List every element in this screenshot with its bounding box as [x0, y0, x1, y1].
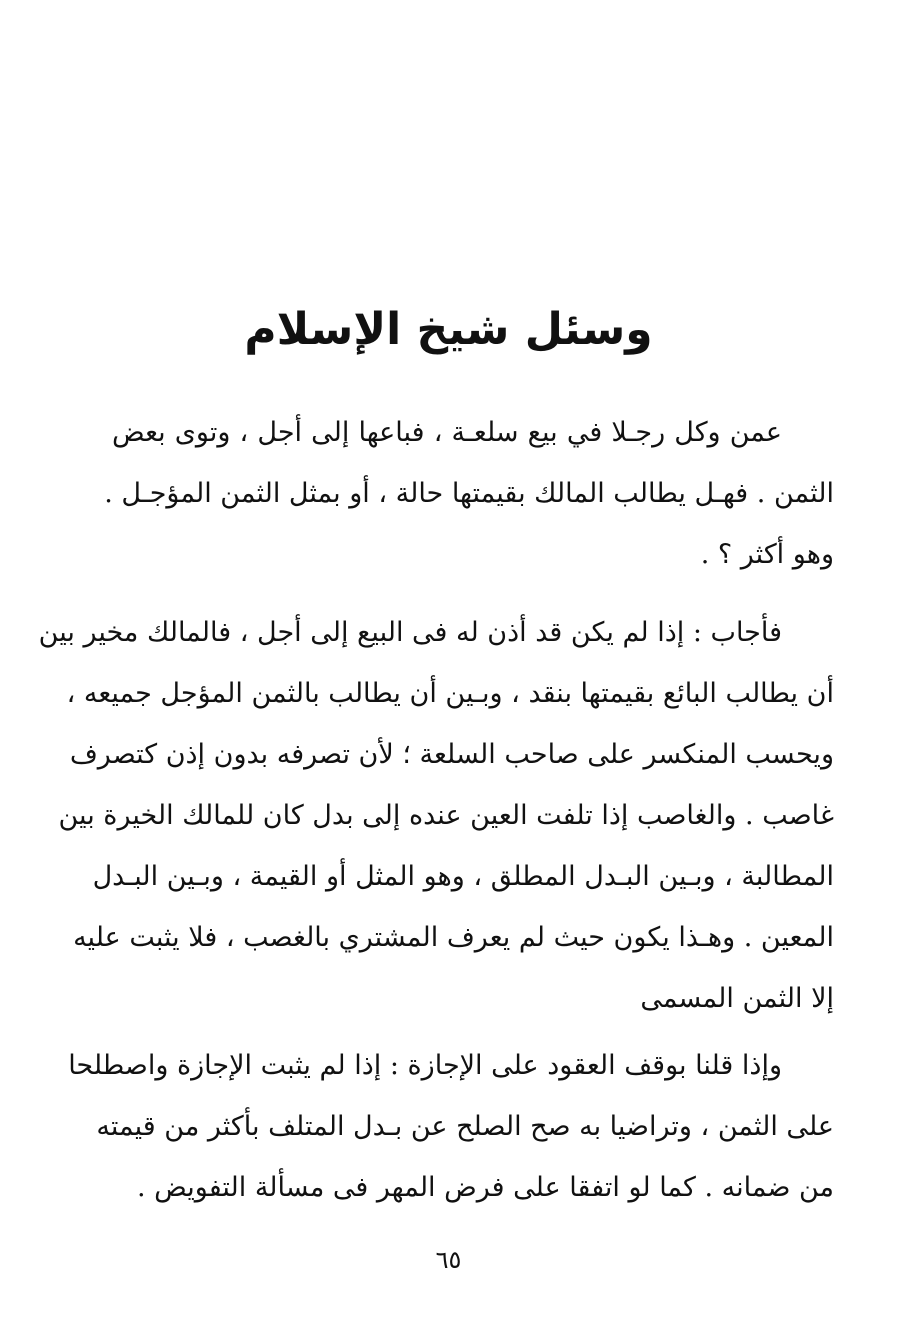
paragraph-answer: [38, 602, 834, 1029]
paragraph-line: عمن وكل رجـلا في بيع سلعـة ، فباعها إلى أجل ، وتوى بعض: [112, 417, 782, 448]
paragraph-line: أن يطالب البائع بقيمتها بنقد ، وبـين أن يطالب بالثمن المؤجل جميعه ،: [66, 678, 834, 709]
paragraph-line: فأجاب : إذا لم يكن قد أذن له فى البيع إلى أجل ، فالمالك مخير بين: [38, 617, 782, 648]
section-heading: وسئل شيخ الإسلام: [244, 304, 653, 355]
paragraph-line: غاصب . والغاصب إذا تلفت العين عنده إلى بدل كان للمالك الخيرة بين: [58, 800, 834, 831]
paragraph-line: المطالبة ، وبـين البـدل المطلق ، وهو المثل أو القيمة ، وبـين البـدل: [92, 861, 834, 892]
paragraph-continuation: [68, 1035, 834, 1218]
paragraph-line: وهو أكثر ؟ .: [700, 539, 834, 570]
paragraph-line: إلا الثمن المسمى: [640, 983, 834, 1014]
page-number: ٦٥: [435, 1246, 462, 1274]
paragraph-question: [104, 402, 834, 585]
paragraph-line: الثمن . فهـل يطالب المالك بقيمتها حالة ، أو بمثل الثمن المؤجـل .: [104, 478, 834, 509]
paragraph-line: ويحسب المنكسر على صاحب السلعة ؛ لأن تصرفه بدون إذن كتصرف: [69, 739, 834, 770]
paragraph-line: على الثمن ، وتراضيا به صح الصلح عن بـدل المتلف بأكثر من قيمته: [96, 1111, 834, 1142]
paragraph-line: المعين . وهـذا يكون حيث لم يعرف المشتري بالغصب ، فلا يثبت عليه: [73, 922, 834, 953]
paragraph-line: وإذا قلنا بوقف العقود على الإجازة : إذا لم يثبت الإجازة واصطلحا: [68, 1050, 782, 1081]
paragraph-line: من ضمانه . كما لو اتفقا على فرض المهر فى مسألة التفويض .: [137, 1172, 834, 1203]
